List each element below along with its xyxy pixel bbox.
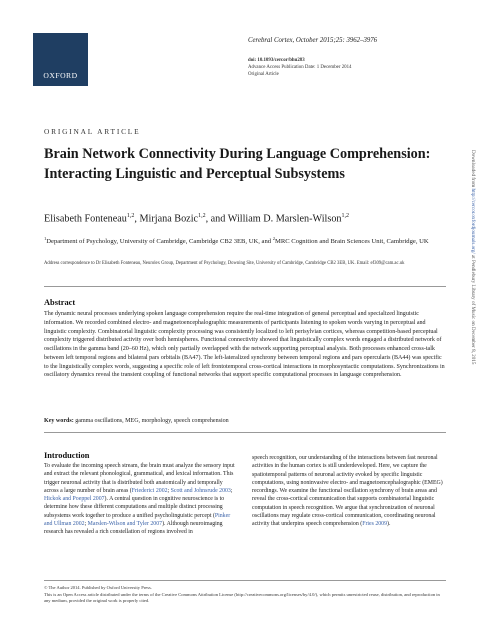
- footer-divider: [44, 580, 446, 581]
- oxford-logo: [33, 33, 88, 86]
- article-meta: [248, 58, 351, 79]
- author-affil-sup: 1,2: [126, 213, 135, 219]
- download-notice: [468, 150, 477, 480]
- keywords-text: gamma oscillations, MEG, morphology, speech comprehension: [73, 418, 229, 424]
- affil-sup: 2: [272, 236, 275, 241]
- journal-citation: Cerebral Cortex, October 2015;25: 3962–3976: [248, 37, 378, 44]
- author-separator: , and: [205, 213, 228, 225]
- citation-link[interactable]: Pinker and Ullman 2002: [44, 512, 231, 527]
- logo-text: OXFORD: [43, 71, 78, 80]
- article-type: Original Article: [248, 71, 279, 77]
- text-run: ).: [387, 521, 391, 527]
- copyright-line: © The Author 2014. Published by Oxford University Press.: [44, 585, 152, 590]
- citation-link[interactable]: Fries 2009: [362, 521, 388, 527]
- citation-link[interactable]: Scott and Johnsrude 2003: [170, 487, 231, 494]
- intro-column-left: [44, 462, 237, 536]
- citation-link[interactable]: Hickok and Poeppel 2007: [44, 496, 105, 502]
- text-run: speech recognition, our understanding of the interactions between fast neuronal activities in the human cortex is still underdeveloped. Here, we capture the spatiotemporal patterns of neuronal activity evoked by specific linguistic computations, using noninvasive electro- and magnetoencephalographic (EMEG) recordings. We examine the functional oscillation synchrony of brain areas and reveal the cross-cortical communication that supports combinatorial linguistic computation in speech recognition. We argue that synchronization of neuronal oscillations may regulate cross-cortical communication, coordinating neuronal activity that underpins speech comprehension (: [252, 455, 443, 527]
- author-affil-sup: 1,2: [341, 213, 350, 219]
- author-name: Elisabeth Fonteneau: [44, 213, 127, 225]
- author-affil-sup: 1,2: [198, 213, 206, 219]
- citation-link[interactable]: Friederici 2002: [131, 487, 168, 494]
- introduction-heading: Introduction: [44, 451, 90, 460]
- keywords: [44, 418, 446, 424]
- license-footer: [44, 585, 446, 605]
- keywords-label: Key words:: [44, 418, 74, 424]
- license-text: This is an Open Access article distributed under the terms of the Creative Commons Attribution License (http://creativecommons.org/licenses/by/4.0/), which permits unrestricted reuse, distribution, and reproduction in any medium, provided the original work is properly cited.: [44, 591, 440, 604]
- text-run: ). A central question in cognitive neuroscience is to determine how these different computations and multiple distinct processing subsystems work together to produce a unified psycholinguistic percept (: [44, 496, 225, 519]
- affil-text: MRC Cognition and Brain Sciences Unit, Cambridge, UK: [274, 238, 429, 246]
- author-name: Mirjana Bozic: [139, 213, 199, 225]
- citation-link[interactable]: Marslen-Wilson and Tyler 2007: [87, 520, 163, 527]
- journal-link[interactable]: http://cercor.oxfordjournals.org/: [470, 188, 476, 254]
- doi[interactable]: doi: 10.1093/cercor/bhu283: [248, 58, 305, 63]
- download-suffix: at Pendlebury Library of Music on December 8, 2015: [470, 253, 476, 365]
- author-list: [44, 213, 349, 224]
- author-separator: ,: [134, 213, 140, 225]
- download-prefix: Downloaded from: [470, 150, 476, 189]
- correspondence-address: Address correspondence to Dr Elisabeth Fonteneau, Neurolex Group, Department of Psychology, Downing Site, University of Cambridge, Cambridge CB2 3EB, UK. Email: ef309@cam.ac.uk: [44, 261, 405, 266]
- advance-access-date: Advance Access Publication Date: 1 December 2014: [248, 64, 352, 70]
- text-run: ;: [167, 487, 171, 494]
- affil-sup: 1: [44, 236, 47, 241]
- text-run: ;: [230, 487, 233, 494]
- author-name: William D. Marslen-Wilson: [227, 213, 342, 225]
- abstract-text: The dynamic neural processes underlying spoken language comprehension require the real-time integration of general perceptual and specialized linguistic information. We recorded combined electro- and magnetoencephalographic measurements of participants listening to spoken words varying in perceptual and linguistic complexity. Combinatorial linguistic complexity processing was consistently localized to left perisylvian cortices, whereas competition-based perceptual complexity triggered distributed activity over both hemispheres. Functional connectivity showed that linguistically complex words engaged a distributed network of oscillations in the gamma band (20–60 Hz), which only partially overlapped with the network supporting perceptual analysis. Both processes enhanced cross-talk between left temporal regions and bilateral pars orbitalis (BA47). The left-lateralized synchrony between temporal regions and pars opercularis (BA44) was specific to the linguistically complex words, suggesting a specific role of left frontotemporal cross-cortical interactions in morphosyntactic computations. Synchronizations in oscillatory dynamics reveal the transient coupling of functional networks that support specific computational processes in language comprehension.: [44, 311, 445, 379]
- affiliations: [44, 234, 444, 247]
- text-run: To evaluate the incoming speech stream, the brain must analyze the sensory input and extract the relevant phonological, grammatical, and lexical information. This trigger neuronal activity that is distributed both anatomically and temporally across a large number of brain areas (: [44, 463, 235, 494]
- section-label: ORIGINAL ARTICLE: [44, 127, 141, 136]
- divider: [44, 286, 446, 287]
- divider: [44, 432, 446, 433]
- abstract-heading: Abstract: [44, 298, 76, 307]
- intro-column-right: [252, 454, 446, 528]
- text-run: ). Although neuroimaging research has revealed a rich constellation of regions involved in: [44, 520, 223, 535]
- paper-title: Brain Network Connectivity During Language Comprehension: Interacting Linguistic and Perceptual Subsystems: [44, 146, 431, 182]
- text-run: ;: [84, 520, 88, 527]
- affil-text: Department of Psychology, University of Cambridge, Cambridge CB2 3EB, UK, and: [46, 238, 273, 246]
